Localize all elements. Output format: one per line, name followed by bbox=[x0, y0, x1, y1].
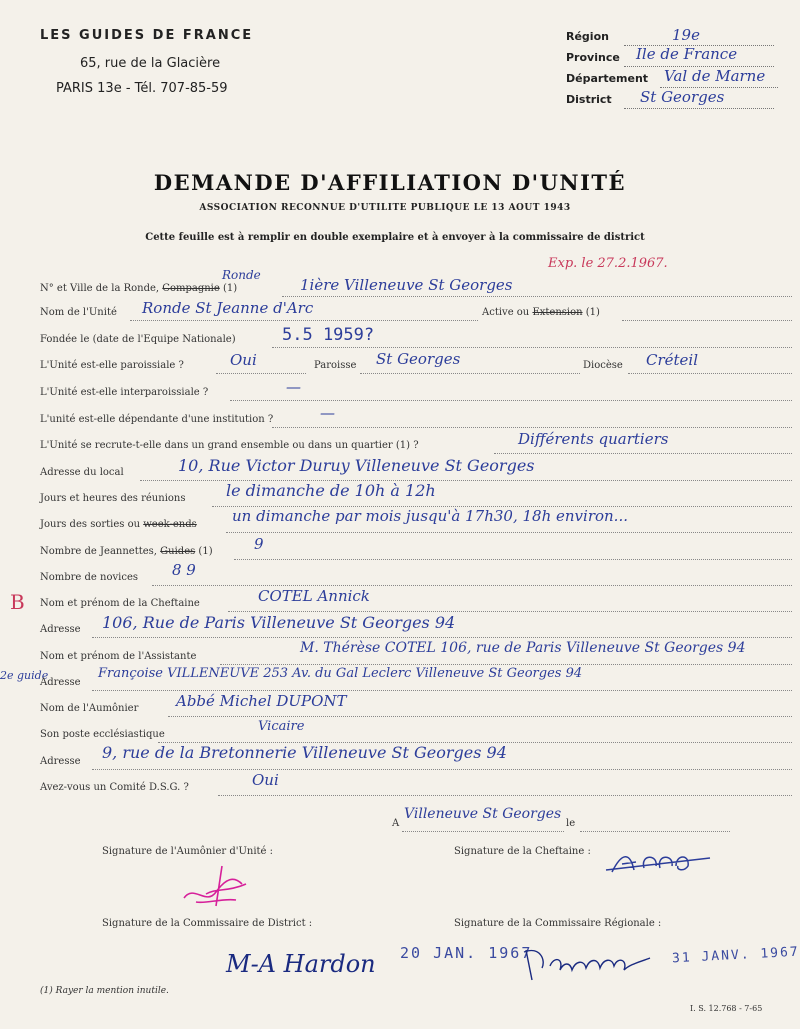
signature-label-commissaire-district: Signature de la Commissaire de District : bbox=[102, 918, 313, 929]
field-label-aumonier: Nom de l'Aumônier bbox=[40, 703, 139, 714]
field-label-reunions: Jours et heures des réunions bbox=[40, 493, 186, 504]
recrute-line bbox=[494, 453, 792, 454]
active-extension-line bbox=[622, 320, 792, 321]
adresse-assistante-value: Françoise VILLENEUVE 253 Av. du Gal Leclerc Villeneuve St Georges 94 bbox=[98, 666, 583, 681]
field-label-paroisse: Paroisse bbox=[314, 360, 357, 371]
field-label-jeannettes: Nombre de Jeannettes, Guides (1) bbox=[40, 546, 213, 557]
region-value: 19e bbox=[672, 26, 700, 44]
field-label-interparoissiale: L'Unité est-elle interparoissiale ? bbox=[40, 387, 209, 398]
field-label-adresse-local: Adresse du local bbox=[40, 467, 124, 478]
date-line bbox=[580, 831, 730, 832]
organization-street: 65, rue de la Glacière bbox=[80, 56, 221, 71]
field-label-institution: L'unité est-elle dépendante d'une institution ? bbox=[40, 414, 274, 425]
field-label-paroissiale: L'Unité est-elle paroissiale ? bbox=[40, 360, 184, 371]
unite-name-line bbox=[130, 320, 478, 321]
rondo-value: 1ière Villeneuve St Georges bbox=[300, 276, 513, 294]
novices-value: 8 9 bbox=[172, 561, 196, 579]
place-value: Villeneuve St Georges bbox=[404, 806, 562, 822]
place-line bbox=[402, 831, 564, 832]
margin-mark: B bbox=[10, 590, 25, 614]
institution-value: — bbox=[320, 404, 335, 422]
district-value: St Georges bbox=[640, 88, 725, 106]
signature-label-cheftaine: Signature de la Cheftaine : bbox=[454, 846, 591, 857]
poste-value: Vicaire bbox=[258, 719, 305, 734]
date-prefix: le bbox=[566, 818, 576, 829]
form-title: DEMANDE D'AFFILIATION D'UNITÉ bbox=[153, 170, 627, 195]
sorties-line bbox=[226, 532, 792, 533]
cheftaine-line bbox=[228, 611, 792, 612]
expedition-note: Exp. le 27.2.1967. bbox=[548, 256, 668, 271]
field-label-active-extension: Active ou Extension (1) bbox=[482, 307, 600, 318]
interparoissiale-value: — bbox=[286, 378, 301, 396]
organization-name: LES GUIDES DE FRANCE bbox=[40, 28, 254, 43]
jeannettes-value: 9 bbox=[254, 535, 264, 553]
paroisse-value: St Georges bbox=[376, 350, 461, 368]
comite-value: Oui bbox=[252, 771, 279, 789]
comite-line bbox=[218, 795, 792, 796]
field-label-unite-name: Nom de l'Unité bbox=[40, 307, 117, 318]
adresse-aumonier-line bbox=[92, 769, 792, 770]
jeannettes-line bbox=[234, 559, 792, 560]
assistante-line bbox=[220, 664, 792, 665]
assistante-value: M. Thérèse COTEL 106, rue de Paris Villeneuve St Georges 94 bbox=[300, 640, 746, 656]
field-label-fondee: Fondée le (date de l'Equipe Nationale) bbox=[40, 334, 236, 345]
adresse-local-value: 10, Rue Victor Duruy Villeneuve St Georges bbox=[178, 456, 535, 475]
cheftaine-signature bbox=[600, 836, 720, 886]
field-label-cheftaine: Nom et prénom de la Cheftaine bbox=[40, 598, 200, 609]
sorties-value: un dimanche par mois jusqu'à 17h30, 18h environ... bbox=[232, 507, 628, 525]
commissaire-district-signature: M-A Hardon bbox=[226, 950, 376, 978]
province-value: Ile de France bbox=[636, 45, 738, 63]
field-label-adresse-assistante: Adresse bbox=[40, 677, 81, 688]
departement-label: Département bbox=[566, 72, 649, 85]
adresse-aumonier-value: 9, rue de la Bretonnerie Villeneuve St Georges 94 bbox=[102, 743, 507, 762]
field-label-poste: Son poste ecclésiastique bbox=[40, 729, 165, 740]
field-label-diocese: Diocèse bbox=[583, 360, 623, 371]
date-stamp-regionale: 31 JANV. 1967 bbox=[671, 944, 800, 967]
rondo-line bbox=[282, 296, 792, 297]
region-label: Région bbox=[566, 30, 609, 43]
rondo-correction: Ronde bbox=[222, 268, 261, 282]
margin-note: 2e guide bbox=[0, 669, 49, 682]
field-label-rondo: N° et Ville de la Ronde, Compagnie (1) bbox=[40, 283, 238, 294]
field-label-sorties: Jours des sorties ou week-ends bbox=[40, 519, 197, 530]
adresse-cheftaine-value: 106, Rue de Paris Villeneuve St Georges 94 bbox=[102, 613, 456, 632]
adresse-cheftaine-line bbox=[92, 637, 792, 638]
aumonier-signature-scribble bbox=[176, 854, 256, 914]
field-label-comite: Avez-vous un Comité D.S.G. ? bbox=[40, 782, 189, 793]
signature-label-aumonier: Signature de l'Aumônier d'Unité : bbox=[102, 846, 274, 857]
form-subtitle: ASSOCIATION RECONNUE D'UTILITE PUBLIQUE LE 13 AOUT 1943 bbox=[199, 203, 571, 213]
paroissiale-line bbox=[216, 373, 306, 374]
paroisse-line bbox=[360, 373, 580, 374]
form-reference: I. S. 12.768 - 7-65 bbox=[690, 1004, 763, 1013]
departement-value: Val de Marne bbox=[664, 67, 766, 85]
reunions-value: le dimanche de 10h à 12h bbox=[226, 481, 436, 500]
field-label-adresse-cheftaine: Adresse bbox=[40, 624, 81, 635]
fondee-line bbox=[272, 347, 792, 348]
unite-name-value: Ronde St Jeanne d'Arc bbox=[142, 299, 314, 317]
district-line bbox=[624, 108, 774, 109]
institution-line bbox=[272, 427, 792, 428]
aumonier-value: Abbé Michel DUPONT bbox=[176, 692, 347, 710]
aumonier-line bbox=[168, 716, 792, 717]
diocese-line bbox=[628, 373, 792, 374]
form-instructions: Cette feuille est à remplir en double exemplaire et à envoyer à la commissaire de district bbox=[145, 232, 645, 243]
fondee-value: 5.5 1959? bbox=[282, 325, 375, 345]
field-label-novices: Nombre de novices bbox=[40, 572, 138, 583]
adresse-assistante-line bbox=[92, 690, 792, 691]
paroissiale-value: Oui bbox=[230, 351, 257, 369]
commissaire-regionale-signature bbox=[520, 940, 670, 990]
organization-city-phone: PARIS 13e - Tél. 707-85-59 bbox=[56, 81, 228, 96]
field-label-adresse-aumonier: Adresse bbox=[40, 756, 81, 767]
place-prefix: A bbox=[392, 818, 400, 829]
field-label-recrute: L'Unité se recrute-t-elle dans un grand ensemble ou dans un quartier (1) ? bbox=[40, 440, 419, 451]
field-label-assistante: Nom et prénom de l'Assistante bbox=[40, 651, 197, 662]
interparoissiale-line bbox=[230, 400, 792, 401]
signature-label-commissaire-regionale: Signature de la Commissaire Régionale : bbox=[454, 918, 662, 929]
province-label: Province bbox=[566, 51, 620, 64]
novices-line bbox=[152, 585, 792, 586]
recrute-value: Différents quartiers bbox=[518, 430, 669, 448]
footnote: (1) Rayer la mention inutile. bbox=[40, 986, 169, 996]
date-stamp-district: 20 JAN. 1967 bbox=[400, 944, 533, 962]
cheftaine-value: COTEL Annick bbox=[258, 587, 370, 605]
district-label: District bbox=[566, 93, 612, 106]
diocese-value: Créteil bbox=[646, 351, 699, 369]
